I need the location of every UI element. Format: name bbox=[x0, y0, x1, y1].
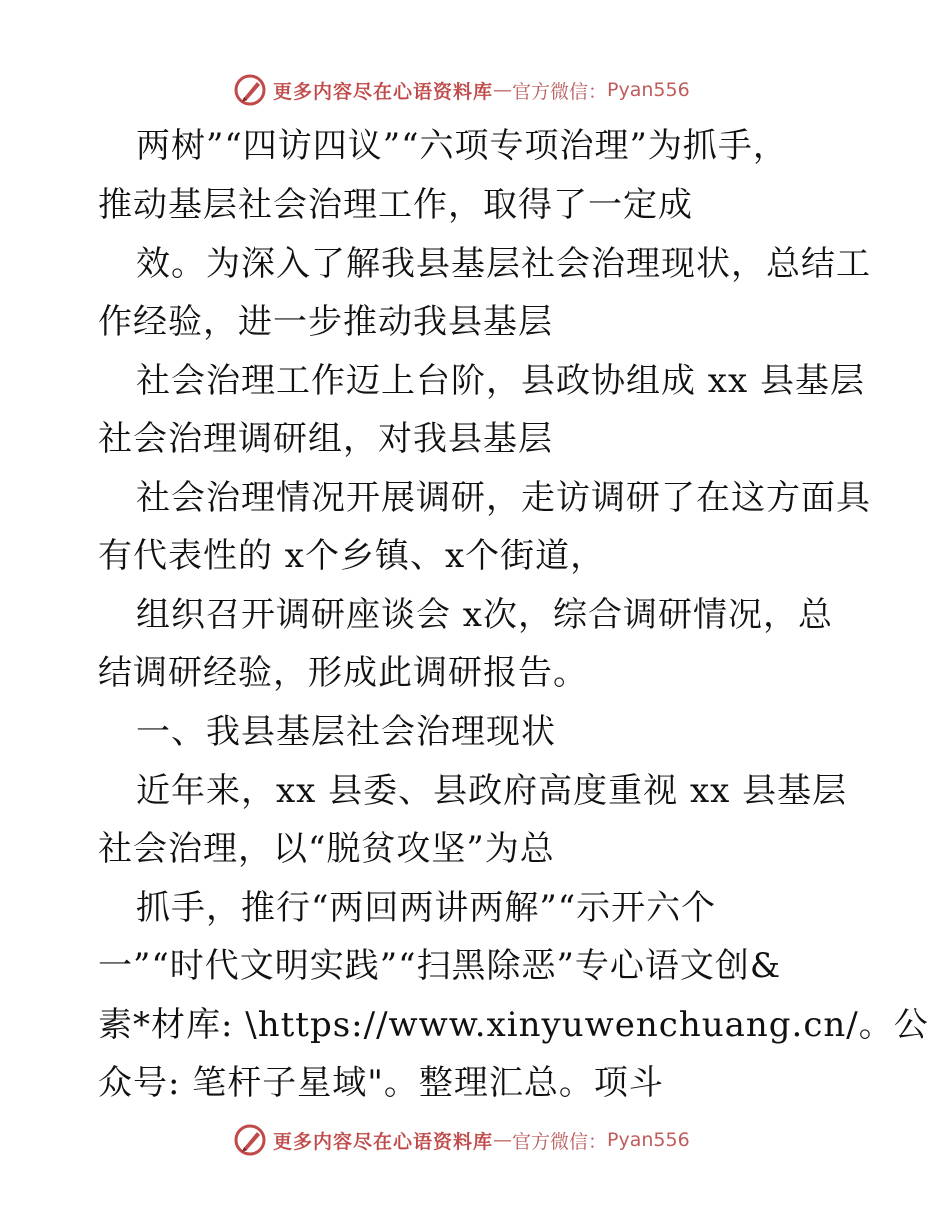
body-line: 组织召开调研座谈会 x次，综合调研情况，总 bbox=[136, 595, 833, 635]
watermark-main-text: 更多内容尽在心语资料库 bbox=[273, 1130, 494, 1153]
watermark-wechat-id: Pyan556 bbox=[607, 1129, 690, 1151]
body-line: 社会治理，以“脱贫攻坚”为总 bbox=[98, 829, 555, 869]
pen-logo-icon bbox=[233, 73, 267, 107]
body-line: 抓手，推行“两回两讲两解”“示开六个 bbox=[136, 888, 717, 928]
watermark-separator: — bbox=[493, 79, 513, 101]
footer-watermark bbox=[233, 1120, 690, 1160]
body-line: 社会治理情况开展调研，走访调研了在这方面具 bbox=[136, 478, 871, 518]
body-line: 近年来，xx 县委、县政府高度重视 xx 县基层 bbox=[136, 771, 848, 811]
body-line: 一”“时代文明实践”“扫黑除恶”专心语文创& bbox=[98, 946, 782, 986]
body-line: 社会治理工作迈上台阶，县政协组成 xx 县基层 bbox=[136, 361, 865, 401]
watermark-official-label: 官方微信： bbox=[512, 80, 608, 103]
pen-logo-icon bbox=[233, 1123, 267, 1157]
body-line: 社会治理调研组，对我县基层 bbox=[98, 419, 553, 459]
watermark-wechat-id: Pyan556 bbox=[607, 79, 690, 101]
body-line: 两树”“四访四议”“六项专项治理”为抓手， bbox=[136, 126, 788, 166]
section-heading: 一、我县基层社会治理现状 bbox=[136, 712, 556, 752]
body-line: 作经验，进一步推动我县基层 bbox=[98, 302, 553, 342]
body-line: 效。为深入了解我县基层社会治理现状，总结工 bbox=[136, 244, 871, 284]
watermark-main-text: 更多内容尽在心语资料库 bbox=[273, 80, 494, 103]
body-line: 结调研经验，形成此调研报告。 bbox=[98, 653, 588, 693]
body-line: 素*材库: \https://www.xinyuwenchuang.cn/。公 bbox=[98, 1005, 929, 1045]
watermark-official-label: 官方微信： bbox=[512, 1130, 608, 1153]
body-line: 众号: 笔杆子星域"。整理汇总。项斗 bbox=[98, 1063, 664, 1103]
watermark-separator: — bbox=[493, 1129, 513, 1151]
body-line: 推动基层社会治理工作，取得了一定成 bbox=[98, 185, 693, 225]
header-watermark bbox=[233, 70, 690, 110]
body-line: 有代表性的 x个乡镇、x个街道， bbox=[98, 536, 606, 576]
